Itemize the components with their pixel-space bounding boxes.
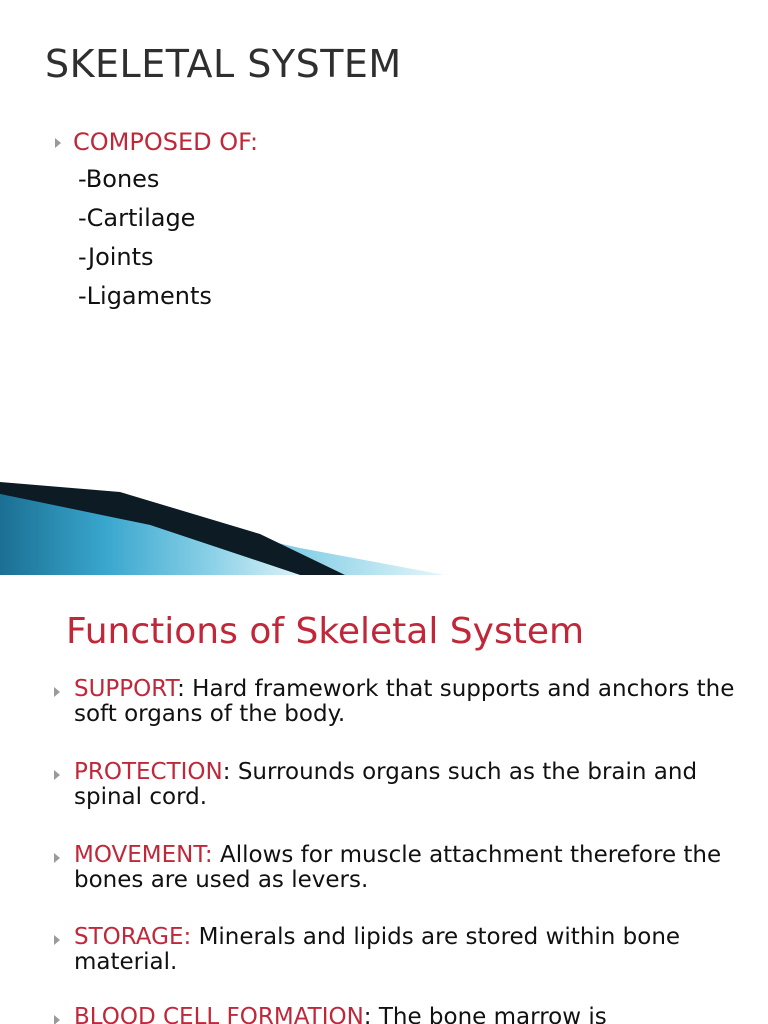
bullet-composed-of xyxy=(55,128,258,156)
list-item: -Ligaments xyxy=(78,282,212,310)
decorative-swoosh-banner xyxy=(0,470,768,575)
slide-title: Functions of Skeletal System xyxy=(66,611,585,652)
function-item-movement xyxy=(54,843,744,893)
function-description: Hard framework that supports and anchors the soft organs of the body. xyxy=(74,676,735,727)
function-description: Minerals and lipids are stored within bone material. xyxy=(74,924,681,975)
function-item-support xyxy=(54,677,744,727)
bullet-arrow-icon xyxy=(54,1015,60,1024)
bullet-arrow-icon xyxy=(54,770,60,780)
function-description: Allows for muscle attachment therefore the bones are used as levers. xyxy=(74,842,722,893)
bullet-arrow-icon xyxy=(55,138,61,148)
function-item-protection xyxy=(54,760,744,810)
function-key: PROTECTION xyxy=(74,759,223,785)
bullet-arrow-icon xyxy=(54,935,60,945)
function-key: MOVEMENT: xyxy=(74,842,213,868)
function-description: The bone marrow is xyxy=(378,1004,607,1024)
function-sep xyxy=(191,924,198,950)
composed-of-label: COMPOSED OF: xyxy=(73,128,259,156)
component-list xyxy=(78,160,212,316)
function-sep: : xyxy=(363,1004,379,1024)
function-sep: : xyxy=(222,759,238,785)
list-item: -Joints xyxy=(78,243,154,271)
bullet-arrow-icon xyxy=(54,853,60,863)
list-item: -Bones xyxy=(78,165,160,193)
function-sep: : xyxy=(177,676,193,702)
function-key: SUPPORT xyxy=(74,676,178,702)
function-sep xyxy=(213,842,220,868)
function-key: STORAGE: xyxy=(74,924,192,950)
list-item: -Cartilage xyxy=(78,204,196,232)
slide-title: SKELETAL SYSTEM xyxy=(45,42,402,86)
function-key: BLOOD CELL FORMATION xyxy=(74,1004,364,1024)
function-item-blood-cell-formation xyxy=(54,1005,744,1024)
function-item-storage xyxy=(54,925,744,975)
function-description: Surrounds organs such as the brain and spinal cord. xyxy=(74,759,698,810)
slide-functions xyxy=(0,575,768,1024)
bullet-arrow-icon xyxy=(54,687,60,697)
